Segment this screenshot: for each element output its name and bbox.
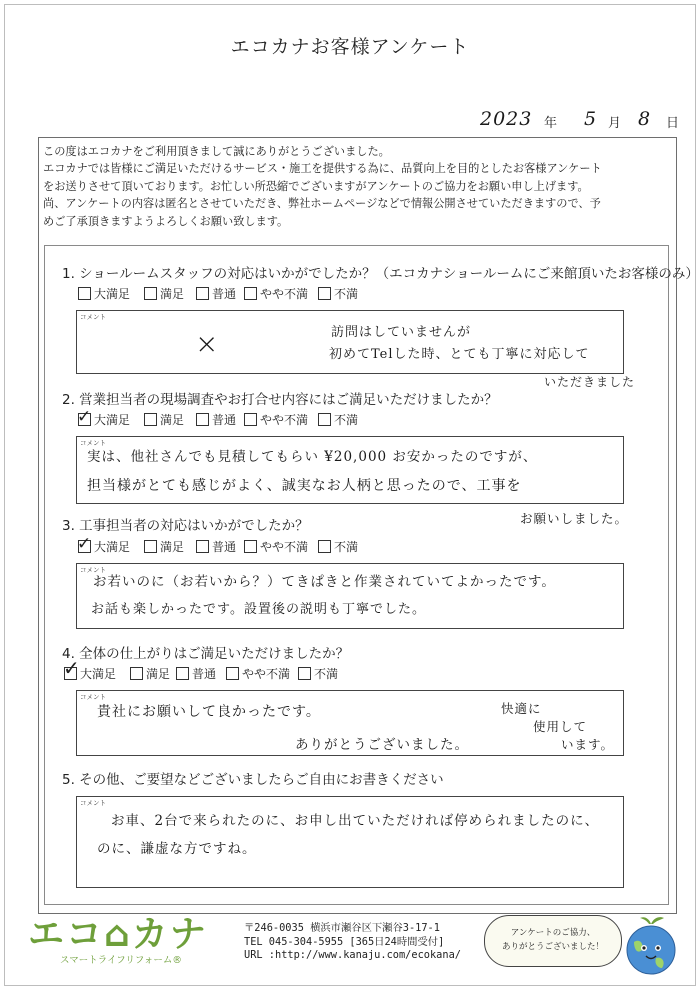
handwritten-comment: ありがとうございました。 [295, 737, 469, 753]
checkbox[interactable] [77, 534, 92, 554]
option-somewhat-dissatisfied[interactable] [244, 538, 308, 555]
company-address: 〒246-0035 横浜市瀬谷区下瀬谷3-17-1 [244, 922, 440, 934]
option-very-satisfied[interactable] [77, 407, 131, 428]
option-very-satisfied[interactable] [77, 534, 131, 555]
bubble-line: アンケートのご協力、 [510, 928, 596, 938]
option-label: 不満 [334, 540, 359, 554]
handwritten-comment: います。 [561, 737, 615, 752]
option-dissatisfied[interactable] [318, 538, 358, 555]
intro-line: 尚、アンケートの内容は匿名とさせていただき、弊社ホームページなどで情報公開させていただきますので、予 [43, 197, 601, 211]
option-dissatisfied[interactable] [318, 411, 358, 428]
comment-box-3[interactable] [76, 563, 624, 629]
option-label: 大満足 [94, 540, 131, 554]
handwritten-comment: お車、2台で来られたのに、お申し出ていただければ停められましたのに、 [111, 813, 600, 829]
checkbox[interactable] [196, 413, 209, 426]
handwritten-comment: 担当様がとても感じがよく、誠実なお人柄と思ったので、工事を [87, 478, 522, 494]
ecokana-logo [28, 910, 228, 970]
handwritten-comment: お願いしました。 [520, 511, 629, 526]
option-somewhat-dissatisfied[interactable] [244, 411, 308, 428]
option-label: 普通 [212, 540, 237, 554]
comment-label: コメント [80, 693, 106, 701]
checkbox[interactable] [144, 540, 157, 553]
company-url[interactable]: URL :http://www.kanaju.com/ecokana/ [244, 949, 461, 961]
option-label: 不満 [314, 667, 339, 681]
checkbox[interactable] [318, 287, 331, 300]
question-3: 3. 工事担当者の対応はいかがでしたか？ [62, 518, 309, 534]
option-label: 満足 [160, 287, 185, 301]
handwritten-comment: お若いのに（お若いから？）てきぱきと作業されていてよかったです。 [93, 574, 556, 590]
option-label: 普通 [212, 287, 237, 301]
checkbox[interactable] [318, 413, 331, 426]
logo-tagline: スマートライフリフォーム® [60, 955, 182, 966]
option-satisfied[interactable] [144, 538, 184, 555]
option-label: 普通 [212, 413, 237, 427]
checkmark-icon: ✓ [77, 407, 92, 427]
checkmark-icon: ✓ [63, 656, 80, 680]
option-dissatisfied[interactable] [298, 665, 338, 682]
company-tel: TEL 045-304-5955 [365日24時間受付] [244, 935, 445, 948]
date-day: 8 [638, 108, 652, 130]
handwritten-comment: 貴社にお願いして良かったです。 [97, 704, 321, 720]
checkbox[interactable] [226, 667, 239, 680]
checkbox[interactable] [130, 667, 143, 680]
option-very-satisfied[interactable] [78, 285, 130, 302]
comment-label: コメント [80, 439, 106, 447]
checkbox[interactable] [244, 540, 257, 553]
handwritten-comment: お話も楽しかったです。設置後の説明も丁寧でした。 [91, 602, 426, 617]
checkbox[interactable] [144, 413, 157, 426]
intro-line: この度はエコカナをご利用頂きまして誠にありがとうございました。 [43, 145, 390, 158]
checkbox[interactable] [63, 656, 80, 680]
option-normal[interactable] [196, 538, 236, 555]
option-normal[interactable] [176, 665, 216, 682]
option-label: 大満足 [94, 413, 131, 427]
handwritten-comment: いただきました [544, 375, 636, 389]
checkbox[interactable] [196, 287, 209, 300]
date-day-unit: 日 [666, 116, 680, 131]
checkmark-icon: ✓ [77, 534, 92, 554]
question-5: 5. その他、ご要望などございましたらご自由にお書きください [62, 772, 444, 788]
page-title: エコカナお客様アンケート [230, 36, 470, 58]
question-2: 2. 営業担当者の現場調査やお打合せ内容にはご満足いただけましたか？ [62, 392, 498, 408]
comment-box-1[interactable] [76, 310, 624, 374]
question-1: 1. ショールームスタッフの対応はいかがでしたか？（エコカナショールームにご来館頂いたお客様のみ） [62, 266, 699, 282]
intro-line: めご了承頂きますようよろしくお願い致します。 [43, 214, 289, 228]
option-label: やや不満 [260, 540, 309, 554]
option-somewhat-dissatisfied[interactable] [244, 285, 308, 302]
comment-label: コメント [80, 313, 106, 321]
handwritten-cross: × [195, 327, 220, 360]
option-label: 大満足 [80, 667, 117, 681]
date-year-unit: 年 [544, 116, 558, 131]
option-label: 満足 [146, 667, 171, 681]
handwritten-comment: 実は、他社さんでも見積してもらい ¥20,000 お安かったのですが、 [87, 449, 538, 465]
handwritten-comment: 快適に [501, 701, 542, 716]
option-normal[interactable] [196, 285, 236, 302]
question-4: 4. 全体の仕上がりはご満足いただけましたか？ [62, 646, 350, 662]
option-label: 大満足 [94, 287, 131, 301]
option-label: 不満 [334, 287, 359, 301]
option-label: やや不満 [260, 287, 309, 301]
option-very-satisfied[interactable] [63, 656, 117, 682]
date-month-unit: 月 [608, 116, 622, 131]
option-normal[interactable] [196, 411, 236, 428]
comment-box-2[interactable] [76, 436, 624, 504]
date-year: 2023 [480, 108, 533, 130]
comment-label: コメント [80, 799, 106, 807]
date-month: 5 [584, 108, 598, 130]
comment-label: コメント [80, 566, 106, 574]
intro-text [43, 143, 663, 230]
checkbox[interactable] [196, 540, 209, 553]
option-label: やや不満 [242, 667, 291, 681]
option-label: 普通 [192, 667, 217, 681]
option-label: 満足 [160, 413, 185, 427]
checkbox[interactable] [77, 407, 92, 427]
handwritten-comment: のに、謙虚な方ですね。 [97, 841, 257, 857]
comment-box-5[interactable] [76, 796, 624, 888]
comment-box-4[interactable] [76, 690, 624, 756]
checkbox[interactable] [318, 540, 331, 553]
handwritten-comment: 使用して [533, 719, 588, 734]
thanks-speech-bubble [484, 915, 622, 967]
checkbox[interactable] [78, 287, 91, 300]
option-label: 不満 [334, 413, 359, 427]
checkbox[interactable] [244, 413, 257, 426]
option-satisfied[interactable] [144, 411, 184, 428]
option-satisfied[interactable] [144, 285, 184, 302]
option-label: 満足 [160, 540, 185, 554]
company-contact [244, 922, 461, 963]
option-somewhat-dissatisfied[interactable] [226, 665, 290, 682]
checkbox[interactable] [144, 287, 157, 300]
logo-wordmark: エコ⌂カナ [28, 914, 208, 955]
option-satisfied[interactable] [130, 665, 170, 682]
checkbox[interactable] [176, 667, 189, 680]
checkbox[interactable] [244, 287, 257, 300]
handwritten-comment: 訪問はしていませんが [331, 325, 472, 340]
earth-mascot-icon [620, 912, 682, 978]
handwritten-comment: 初めてTelした時、とても丁寧に対応して [329, 347, 590, 362]
bubble-line: ありがとうございました！ [501, 942, 604, 952]
option-label: やや不満 [260, 413, 309, 427]
option-dissatisfied[interactable] [318, 285, 358, 302]
date-field [480, 108, 685, 134]
intro-line: をお送りさせて頂いております。お忙しい所恐縮でございますがアンケートのご協力をお願い申し上げます。 [43, 179, 589, 193]
checkbox[interactable] [298, 667, 311, 680]
intro-line: エコカナでは皆様にご満足いただけるサービス・施工を提供する為に、品質向上を目的としたお客様アンケート [43, 162, 602, 176]
